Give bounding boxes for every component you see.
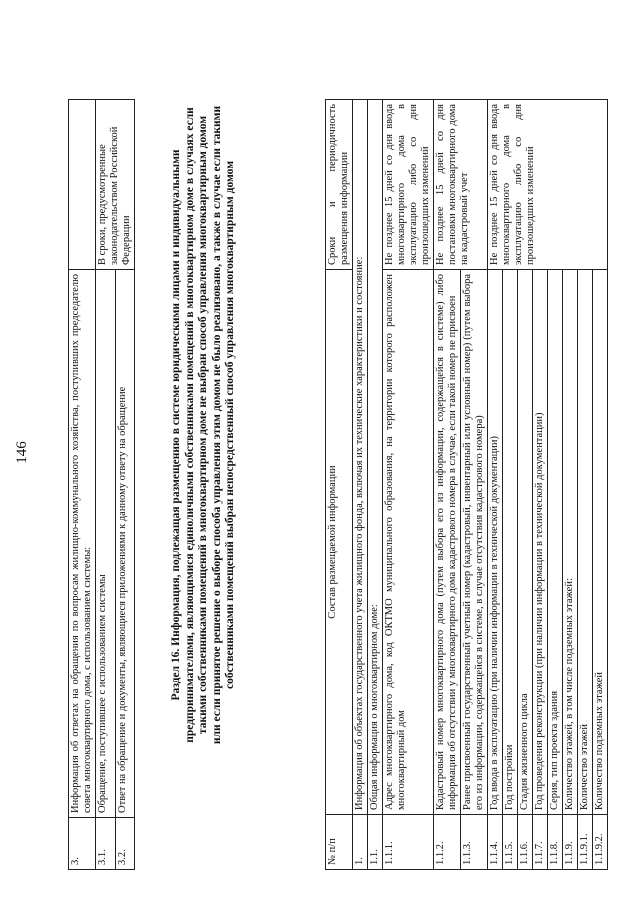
row-number: 3.2.	[115, 818, 135, 870]
row-info: Ранее присвоенный государственный учетный номер (кадастровый, инвентарный или условный номер) (путем выбора его из информации, содержащейся в системе, в случае отсутствия кадастрового номера)	[461, 270, 488, 815]
row-number: 1.1.2.	[434, 815, 461, 870]
row-number: 1.1.6.	[518, 815, 533, 870]
row-number: 1.1.5.	[503, 815, 518, 870]
row-info: Обращение, поступившее с использованием системы	[96, 270, 116, 818]
header-info: Состав размещаемой информации	[326, 270, 353, 815]
header-num: № п/п	[326, 815, 353, 870]
table-row	[488, 100, 503, 870]
row-number: 1.1.	[368, 815, 383, 870]
table-row	[96, 100, 116, 870]
row-info: Количество подземных этажей	[593, 270, 608, 815]
header-term: Сроки и периодичность размещения информации	[326, 100, 353, 270]
row-number: 1.1.9.	[563, 815, 578, 870]
row-info: Кадастровый номер многоквартирного дома (путем выбора его из информации, содержащейся в системе) либо информация об отсутствии у многоквартирного дома кадастрового номера в случае, если такой номер не присвоен	[434, 270, 461, 815]
row-info: Год ввода в эксплуатацию (при наличии информации в технической документации)	[488, 270, 503, 815]
row-info: Ответ на обращение и документы, являющиеся приложениями к данному ответу на обращение	[115, 270, 135, 818]
row-term: Не позднее 15 дней со дня ввода многоквартирного дома в эксплуатацию либо со дня произошедших изменений	[488, 100, 608, 270]
table-row	[434, 100, 461, 870]
row-number: 1.1.3.	[461, 815, 488, 870]
page-number: 146	[14, 441, 30, 464]
row-number: 1.1.4.	[488, 815, 503, 870]
row-term: Не позднее 15 дней со дня постановки многоквартирного дома на кадастровый учет	[434, 100, 488, 270]
row-info: Стадия жизненного цикла	[518, 270, 533, 815]
row-number: 1.1.8.	[548, 815, 563, 870]
top-table	[68, 99, 135, 870]
table-row	[383, 100, 434, 870]
row-number: 1.	[353, 815, 368, 870]
row-number: 1.1.7.	[533, 815, 548, 870]
row-info: Общая информация о многоквартирном доме:	[368, 100, 383, 815]
main-table	[325, 99, 608, 870]
row-term: Не позднее 15 дней со дня ввода многоквартирного дома в эксплуатацию либо со дня произошедших изменений	[383, 100, 434, 270]
row-number: 3.1.	[96, 818, 116, 870]
row-number: 1.1.1.	[383, 815, 434, 870]
row-info: Количество этажей	[578, 270, 593, 815]
row-info: Год проведения реконструкции (при наличии информации в технической документации)	[533, 270, 548, 815]
row-info: Год постройки	[503, 270, 518, 815]
table-row	[368, 100, 383, 870]
row-info: Количество этажей, в том числе подземных этажей:	[563, 270, 578, 815]
row-info: Адрес многоквартирного дома, код ОКТМО муниципального образования, на территории которого расположен многоквартирный дом	[383, 270, 434, 815]
row-number: 1.1.9.2.	[593, 815, 608, 870]
row-number: 3.	[69, 818, 96, 870]
row-info: Информация об ответах на обращения по вопросам жилищно-коммунального хозяйства, поступивших председателю совета многоквартирного дома, с использованием системы:	[69, 270, 96, 818]
row-number: 1.1.9.1.	[578, 815, 593, 870]
row-info: Серия, тип проекта здания	[548, 270, 563, 815]
row-info: Информация об объектах государственного учета жилищного фонда, включая их технические характеристики и состояние:	[353, 100, 368, 815]
row-term: В сроки, предусмотренные законодательством Российской Федерации	[96, 100, 135, 270]
table-row	[353, 100, 368, 870]
header-row	[326, 100, 353, 870]
row-term	[69, 100, 96, 270]
section-heading: Раздел 16. Информация, подлежащая размещению в системе юридическими лицами и индивидуальными предпринимателями, являющимися единоличными собственниками помещений в многоквартирном доме в случаях если такими собственниками помещений в многоквартирном доме не выбран способ управления многоквартирным домом или если принятое решение о выборе способа управления этим домом не было реализовано, а также в случае если такими собственниками помещений выбран непосредственный способ управления многоквартирным домом	[170, 105, 236, 745]
table-row	[69, 100, 96, 870]
